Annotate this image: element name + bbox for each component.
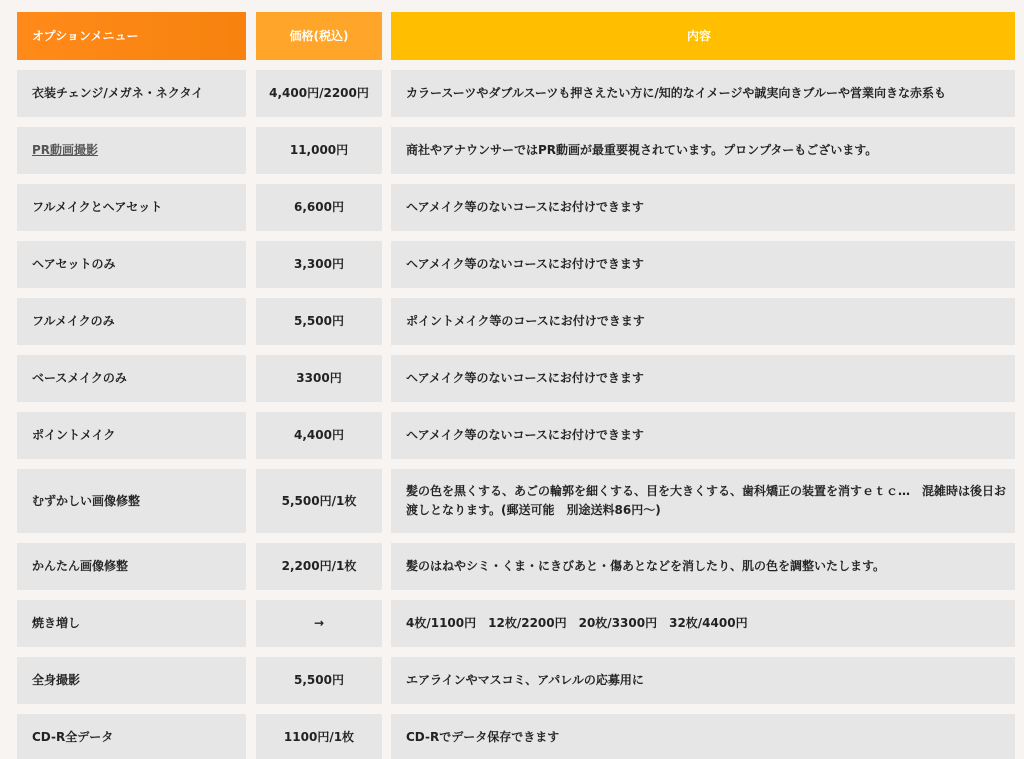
- row-option-name: フルメイクのみ: [17, 298, 246, 345]
- table-row: [0, 184, 1024, 231]
- row-description: 髪の色を黒くする、あごの輪郭を細くする、目を大きくする、歯科矯正の装置を消すｅｔｃ… 混雑時は後日お渡しとなります。(郵送可能 別途送料86円〜): [391, 469, 1015, 533]
- table-row: [0, 355, 1024, 402]
- row-description: ポイントメイク等のコースにお付けできます: [391, 298, 1015, 345]
- row-price: 3,300円: [256, 241, 382, 288]
- row-option-name: [17, 127, 246, 174]
- row-option-name: むずかしい画像修整: [17, 469, 246, 533]
- row-price: 11,000円: [256, 127, 382, 174]
- table-row: [0, 241, 1024, 288]
- row-description: ヘアメイク等のないコースにお付けできます: [391, 241, 1015, 288]
- row-description: ヘアメイク等のないコースにお付けできます: [391, 412, 1015, 459]
- table-header-row: [0, 12, 1024, 60]
- row-option-name: ヘアセットのみ: [17, 241, 246, 288]
- row-price: 6,600円: [256, 184, 382, 231]
- row-price: 4,400円: [256, 412, 382, 459]
- header-option-menu: オプションメニュー: [17, 12, 246, 60]
- table-row: [0, 412, 1024, 459]
- table-row: [0, 600, 1024, 647]
- row-option-name: 焼き増し: [17, 600, 246, 647]
- row-description: エアラインやマスコミ、アパレルの応募用に: [391, 657, 1015, 704]
- row-option-name: 全身撮影: [17, 657, 246, 704]
- table-row: [0, 298, 1024, 345]
- row-description: CD-Rでデータ保存できます: [391, 714, 1015, 759]
- table-row: [0, 70, 1024, 117]
- row-option-name: CD-R全データ: [17, 714, 246, 759]
- header-price: 価格(税込): [256, 12, 382, 60]
- row-price: 3300円: [256, 355, 382, 402]
- header-content: 内容: [391, 12, 1015, 60]
- row-price: 5,500円/1枚: [256, 469, 382, 533]
- row-description: 髪のはねやシミ・くま・にきびあと・傷あとなどを消したり、肌の色を調整いたします。: [391, 543, 1015, 590]
- row-option-name: かんたん画像修整: [17, 543, 246, 590]
- table-row: [0, 657, 1024, 704]
- row-description: 4枚/1100円 12枚/2200円 20枚/3300円 32枚/4400円: [391, 600, 1015, 647]
- table-row: [0, 714, 1024, 759]
- row-price: →: [256, 600, 382, 647]
- table-row: [0, 127, 1024, 174]
- row-option-name: ベースメイクのみ: [17, 355, 246, 402]
- row-option-name: ポイントメイク: [17, 412, 246, 459]
- row-price: 5,500円: [256, 657, 382, 704]
- row-description: 商社やアナウンサーではPR動画が最重要視されています。プロンプターもございます。: [391, 127, 1015, 174]
- row-price: 1100円/1枚: [256, 714, 382, 759]
- row-option-name: フルメイクとヘアセット: [17, 184, 246, 231]
- row-price: 4,400円/2200円: [256, 70, 382, 117]
- row-price: 5,500円: [256, 298, 382, 345]
- table-row: [0, 469, 1024, 533]
- row-description: ヘアメイク等のないコースにお付けできます: [391, 184, 1015, 231]
- row-option-name: 衣装チェンジ/メガネ・ネクタイ: [17, 70, 246, 117]
- table-row: [0, 543, 1024, 590]
- pr-video-link[interactable]: PR動画撮影: [32, 143, 99, 157]
- row-description: カラースーツやダブルスーツも押さえたい方に/知的なイメージや誠実向きブルーや営業向きな赤系も: [391, 70, 1015, 117]
- row-description: ヘアメイク等のないコースにお付けできます: [391, 355, 1015, 402]
- row-price: 2,200円/1枚: [256, 543, 382, 590]
